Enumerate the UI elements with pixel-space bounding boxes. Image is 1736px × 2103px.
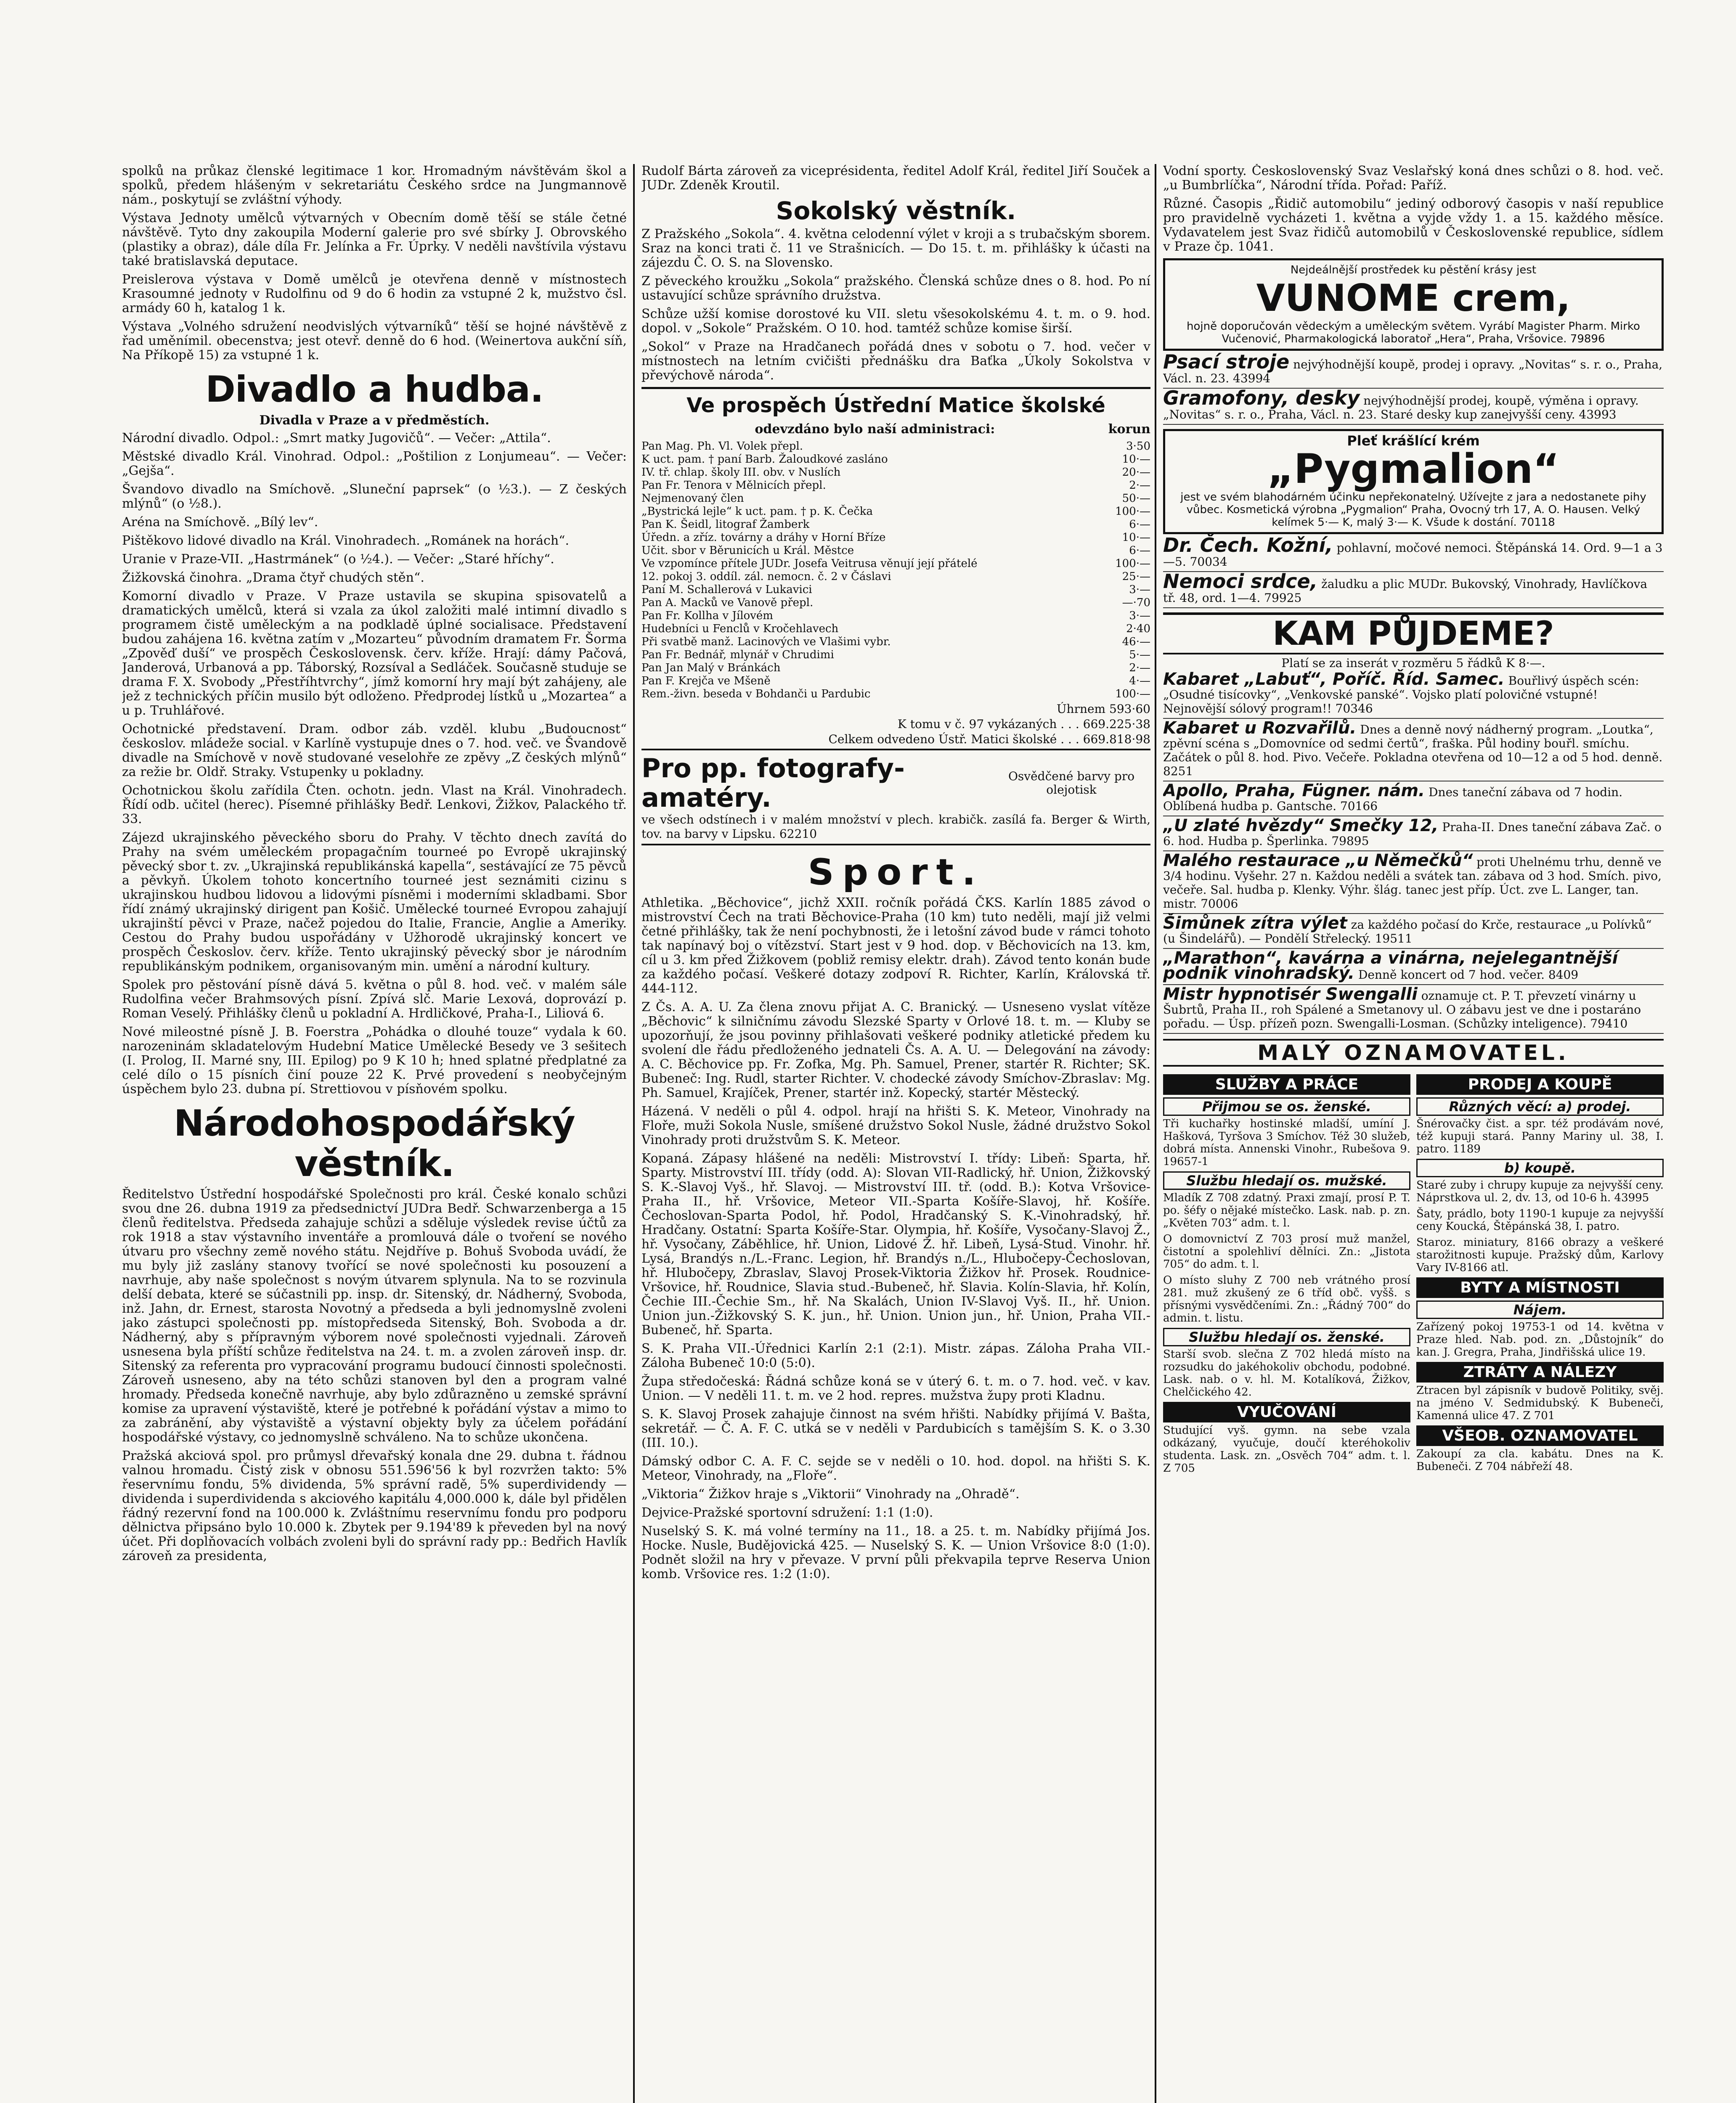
donation-row [641, 479, 1150, 492]
article-paragraph: Spolek pro pěstování písně dává 5. května o půl 8. hod. več. v malém sále Rudolfina večer Brahmsových písní. Zpívá slč. Marie Lexová, doprovází p. Roman Veselý. Přihlášky členů u pokladní A. Hrdličkové, Praha-I., Liliová 6. [122, 977, 627, 1021]
category-byty: BYTY A MÍSTNOSTI [1416, 1277, 1664, 1298]
classifieds-left [1163, 1072, 1410, 1478]
category-hledaji-zenske: Službu hledají os. ženské. [1163, 1328, 1410, 1346]
sport-paragraph: Župa středočeská: Řádná schůze koná se v úterý 6. t. m. o 7. hod. več. v kav. Union. — V neděli 11. t. m. ve 2 hod. repres. mužstva župy proti Kladnu. [641, 1374, 1150, 1403]
theatre-listing: Pištěkovo lidové divadlo na Král. Vinohradech. „Románek na horách“. [122, 533, 570, 548]
article-paragraph: Nové mileostné písně J. B. Foerstra „Pohádka o dlouhé touze“ vydala k 60. narozeninám skladatelovým Hudební Matice Umělecké Besedy ve 3 sešitech (I. Prolog, II. Marné sny, III. Epilog) po 9 K 10 h; hned splatné předplatné za celé dílo o 15 písních činí pouze 22 K. Prvé provedení s neobyčejným úspěchem bylo 23. dubna pí. Strettiovou v písňovém spolku. [122, 1025, 627, 1097]
donation-amount: 100·— [1115, 505, 1150, 518]
sport-paragraph: S. K. Slavoj Prosek zahajuje činnost na svém hřišti. Nabídky přijímá V. Bašta, sekretář. — Č. A. F. C. utká se v neděli v Pardubicích s tamějším S. K. o 3.30 (III. 10.). [641, 1407, 1150, 1450]
donor-name: Ve vzpomínce přítele JUDr. Josefa Veitrusa věnují její přátelé [641, 557, 978, 570]
donor-name: Při svatbě manž. Lacinových ve Vlašimi vybr. [641, 636, 891, 648]
donation-row [641, 570, 1150, 583]
article-paragraph: „Sokol“ v Praze na Hradčanech pořádá dnes v sobotu o 7. hod. večer v místnostech na letním cvičišti přednášku dra Baťka „Úkoly Sokolstva v převýchově národa“. [641, 339, 1150, 383]
donation-amount: 2·— [1129, 662, 1150, 674]
entertainment-ad-lead: Mistr hypnotisér Swengalli [1163, 985, 1418, 1004]
kam-ads-list [1163, 670, 1664, 1034]
entertainment-ad-text: oznamuje ct. P. T. převzetí vinárny u Šubrtů, Praha II., roh Spálené a Smetanovy ul. O zábavu jest ve dne i postaráno pořadu. — Úsp. přízeň pozn. Swengalli-Losman. (Schůzky inteligence). 79410 [1163, 989, 1641, 1030]
pygmalion-ad-top: Pleť krášlící krém [1347, 433, 1480, 449]
donation-amount: 3·— [1129, 583, 1150, 596]
entertainment-ad-text: Praha-II. Dnes taneční zábava Zač. o 6. hod. Hudba p. Šperlinka. 79895 [1163, 820, 1662, 848]
donation-amount: 3·— [1129, 609, 1150, 622]
donation-amount: 4·— [1129, 675, 1150, 687]
donation-amount: 25·— [1122, 570, 1150, 583]
subtitle-text: odevzdáno bylo naší administraci: [755, 422, 995, 437]
donation-row [641, 557, 1150, 570]
category-hledaji-muzske: Službu hledají os. mužské. [1163, 1171, 1410, 1190]
donation-row [641, 583, 1150, 596]
previous-label: K tomu v č. 97 vykázaných [897, 717, 1057, 731]
donation-amount: 2·40 [1126, 622, 1150, 635]
article-paragraph: Různé. Časopis „Řidič automobilu“ jediný odborový časopis v naší republice pro pravidelně vycházeti 1. května a vyjde vždy 1. a 15. každého měsíce. Vydavatelem jest Svaz řidičů automobilů v Československé republice, sídlem v Praze čp. 1041. [1163, 196, 1664, 254]
donor-name: Pan Fr. Tenora v Mělnicích přepl. [641, 479, 826, 492]
foto-ad-side: Osvědčené barvy pro olejotisk [1008, 769, 1135, 797]
article-paragraph: Výstava „Volného sdružení neodvislých výtvarníků“ těší se hojné návštěvě z řad uměnímil. obecenstva; jest otevř. denně do 6 hod. (Weinertova aukční síň, Na Příkopě 15) za vstupné 1 k. [122, 319, 627, 363]
donor-name: Pan Fr. Bednář, mlynář v Chrudimi [641, 649, 834, 661]
kam-pujdeme-heading: KAM PŮJDEME? [1163, 612, 1664, 654]
donor-name: Hudebníci u Fenclů v Kročehlavech [641, 622, 839, 635]
column-rule [1155, 164, 1156, 2103]
grand-total-label: Celkem odvedeno Ústř. Matici školské [828, 732, 1057, 746]
donor-name: „Bystrická lejle“ k uct. pam. † p. K. Čečka [641, 505, 873, 518]
article-paragraph: Schůze užší komise dorostové ku VII. sletu všesokolskému 4. t. m. o 9. hod. dopol. v „Sokole“ Pražském. O 10. hod. tamtéž schůze komise širší. [641, 307, 1150, 336]
entertainment-ad [1163, 781, 1664, 816]
category-ruzne: Různých věcí: a) prodej. [1416, 1097, 1664, 1116]
vunome-ad-text: hojně doporučován vědeckým a uměleckým světem. Vyrábí Magister Pharm. Mirko Vučenović, Pharmakologická laboratoř „Hera“, Praha, Vršovice. 79896 [1187, 320, 1640, 345]
classified-ad: Ztracen byl zápisník v budově Politiky, svěj. na jméno V. Sedmidubský. K Bubeneči, Kamenná ulice 47. Z 701 [1416, 1384, 1664, 1422]
article-paragraph: Výstava Jednoty umělců výtvarných v Obecním domě těší se stále četné návštěvě. Tyto dny zakoupila Moderní galerie pro své sbírky J. Obrovského (plastiky a obraz), dále díla Fr. Jelínka a Fr. Úprky. V neděli navštívila výstavu také bratislavská deputace. [122, 211, 627, 268]
pygmalion-ad-title: „Pygmalion“ [1267, 445, 1560, 493]
donation-row [641, 453, 1150, 466]
section-title-sport: Sport. [808, 851, 984, 893]
article-paragraph: Ředitelstvo Ústřední hospodářské Společnosti pro král. České konalo schůzi svou dne 26. dubna 1919 za předsednictví JUDra Bedř. Schwarzenberga a 15 členů ředitelstva. Předseda zahajuje schůzi a sděluje výsledek revise účtů za rok 1918 a stav výstavního inventáře a promlouvá dále o tvoření se nového útvaru pro všechny země nového státu. Nejdříve p. Bohuš Svoboda uvádí, že mu byly již zaslány stanovy tvořící se nové společnosti ku posouzení a navrhuje, aby naše společnost s novým útvarem splynula. Na to se rozvinula delší debata, které se súčastnili pp. insp. dr. Sitenský, dr. Nádherný, Svoboda, inž. Jahn, dr. Ernest, starosta Novotný a předseda a byli jednomyslně zvoleni jako zástupci společnosti pp. místopředseda Sitenský, Boh. Svoboda a dr. Nádherný, aby s přípravným výborem nové společnosti vyjednali. Zároveň usnesena byla příští schůze ředitelstva na 24. t. m. a zvolen zároveň insp. dr. Sitenský za referenta pro vypracování programu budoucí činnosti společnosti. Zároveň usneseno, aby na této schůzi stanoven byl den a program valné hromady. Předseda konečně navrhuje, aby bylo zdůrazněno u zemské správní komise za upravení výstaviště, které je potřebné k pořádání výstav a mimo to za zabránění, aby výstaviště a výstavní objekty byly za účelem pořádání hospodářské výstavy, co jednomyslně schváleno. Na to schůze ukončena. [122, 1187, 627, 1445]
category-prodej: PRODEJ A KOUPĚ [1416, 1074, 1664, 1095]
sport-paragraph: S. K. Praha VII.-Úřednici Karlín 2:1 (2:1). Mistr. zápas. Záloha Praha VII.-Záloha Bubeneč 10:0 (5:0). [641, 1341, 1150, 1370]
unit-label: korun [1108, 422, 1150, 437]
classified-ad: Šnérovačky čist. a spr. též prodávám nové, též kupuji stará. Panny Mariny ul. 38, I. patro. 1189 [1416, 1118, 1664, 1155]
entertainment-ad-lead: „U zlaté hvězdy“ Smečky 12, [1163, 816, 1439, 835]
theatre-listing: Uranie v Praze-VII. „Hastrmánek“ (o ½4.). — Večer: „Staré hříchy“. [122, 552, 554, 567]
foto-ad-title: Pro pp. fotografy-amatéry. [641, 753, 905, 813]
donation-amount: 20·— [1122, 466, 1150, 479]
entertainment-ad-text: Dnes a denně nový nádherný program. „Loutka“, zpěvní scéna s „Domovníce od sedmi čertů“, fraška. Půl hodiny bouřl. smíchu. Začátek o půl 8. hod. Pivo. Večeře. Pokladna otevřena od 10—12 a od 5 hod. denně. 8251 [1163, 723, 1663, 778]
vunome-ad-top: Nejdeálnější prostředek ku pěstění krásy jest [1290, 264, 1537, 276]
small-ad-lead: Dr. Čech. Kožní, [1163, 534, 1333, 556]
classified-ad: Šaty, prádlo, boty 1190-1 kupuje za nejvyšší ceny Koucká, Štěpánská 38, I. patro. [1416, 1208, 1664, 1233]
theatre-listing: Aréna na Smíchově. „Bílý lev“. [122, 515, 318, 530]
classified-ad: Starší svob. slečna Z 702 hledá místo na rozsudku do jakéhokoliv obchodu, podobné. Lask. nab. o v. hl. M. Kotalíková, Žižkov, Chelčického 42. [1163, 1348, 1410, 1398]
previous-value: 669.225·38 [1083, 717, 1150, 731]
section-title-matice: Ve prospěch Ústřední Matice školské [641, 387, 1150, 419]
section-subtitle: Divadla v Praze a v předměstích. [259, 413, 490, 428]
category-vseob: VŠEOB. OZNAMOVATEL [1416, 1425, 1664, 1446]
donation-amount: 50·— [1122, 492, 1150, 505]
classified-ad: Studující vyš. gymn. na sebe vzala odkázaný, vyučuje, doučí kteréhokoliv studenta. Lask. zn. „Osvěch 704“ adm. t. l. Z 705 [1163, 1424, 1410, 1475]
category-najem: Nájem. [1416, 1300, 1664, 1319]
entertainment-ad-lead: Šimůnek zítra výlet [1163, 914, 1347, 933]
small-ad [1163, 350, 1664, 389]
donation-row [641, 688, 1150, 701]
donation-row [641, 596, 1150, 609]
classified-ad: Zakoupí za cla. kabátu. Dnes na K. Bubeneči. Z 704 nábřeží 48. [1416, 1448, 1664, 1473]
donation-row [641, 675, 1150, 688]
sport-paragraph: Házená. V neděli o půl 4. odpol. hrají na hřišti S. K. Meteor, Vinohrady na Floře, muži Sokola Nusle, smíšené družstvo Sokol Nusle, žádné družstvo Sokol Vinohrady proti družstvům S. K. Meteor. [641, 1104, 1150, 1147]
column-middle [641, 164, 1150, 2103]
article-paragraph: Zájezd ukrajinského pěveckého sboru do Prahy. V těchto dnech zavítá do Prahy na svém uměleckém propagačním tourneé po Evropě ukrajinský pěvecký sbor t. zv. „Ukrajinská republikánská kapella“, sestávající ze 75 pěvců a pěvkyň. Úkolem tohoto koncertního tourneé jest seznámiti cizinu s ukrajinskou hudbou lidovou a lidovými písněmi i moderními skladbami. Sbor řídí známý ukrajinský dirigent pan Košič. Umělecké tourneé Evropou zahajují ukrajinští pěvci v Praze, načež pojedou do Italie, Francie, Anglie a Ameriky. Cestou do Prahy budou uspořádány v Užhorodě ukrajinský koncert ve prospěch Českoslov. červ. kříže. Tento ukrajinský pěvecký sbor je národním republikánským podnikem, organisovaným min. umění a národní kultury. [122, 830, 627, 974]
classified-ad: Zařízený pokoj 19753-1 od 14. května v Praze hled. Nab. pod. zn. „Důstojník“ do kan. J. Gregra, Praha, Jindřišská ulice 19. [1416, 1321, 1664, 1359]
sport-paragraph: Kopaná. Zápasy hlášené na neděli: Mistrovství I. třídy: Libeň: Sparta, hř. Sparty. Mistrovství III. třídy (odd. A): Slovan VII-Radlický, hř. Union, Žižkovský S. K.-Slavoj Vyš., hř. Slavoj. — Mistrovství III. tř. (odd. B.): Kotva Vršovice-Praha II., hř. Vršovice, Meteor VII.-Sparta Košíře-Slavoj, hř. Košíře. Čechoslovan-Sparta Podol, hř. Podol, Hradčanský S. K.-Vinohradský, hř. Hradčany. Ostatní: Sparta Košíře-Star. Olympia, hř. Košíře, Vysočany-Slavoj Ž., hř. Vysočany, Záběhlice, hř. Union, Lidové Ž. hř. Libeň, Lysá-Stud. Vinohr. hř. Lysá, Brandýs n./L.-Franc. Legion, hř. Brandýs n./L., Hlubočepy-Čechoslovan, hř. Hlubočepy, Zbraslav, Slavoj Prosek-Viktoria Žižkov hř. Prosek. Roudnice-Vršovice, hř. Roudnice, Slavia stud.-Bubeneč, hř. Slavia. Kolín-Slavia, hř. Kolín, Čechie III.-Čechie Sm., hř. Na Skalách, Union IV-Slavoj Vyš. II., hř. Union. Union jun.-Žižkovský S. K. jun., hř. Union. Union jun., hř. Union, Praha VII.-Bubeneč, hř. Sparta. [641, 1151, 1150, 1338]
sport-paragraph: Dámský odbor C. A. F. C. sejde se v neděli o 10. hod. dopol. na hřišti S. K. Meteor, Vinohrady, na „Floře“. [641, 1454, 1150, 1483]
section-title-sokol: Sokolský věstník. [776, 196, 1016, 225]
article-paragraph: Rudolf Bárta zároveň za viceprésidenta, ředitel Adolf Král, ředitel Jiří Souček a JUDr. Zdeněk Kroutil. [641, 164, 1150, 193]
classifieds-right [1416, 1072, 1664, 1478]
donor-name: Pan Jan Malý v Bránkách [641, 662, 781, 674]
donation-row [641, 636, 1150, 649]
entertainment-ad-lead: Kabaret u Rozvařilů. [1163, 718, 1357, 738]
sport-paragraph: Nuselský S. K. má volné termíny na 11., 18. a 25. t. m. Nabídky přijímá Jos. Hocke. Nusle, Budějovická 425. — Nuselský S. K. — Union Vršovice 8:0 (1:0). Podnět složil na hry v převaze. V první půli překvapila teprve Reserva Union komb. Vršovice res. 1:2 (1:0). [641, 1524, 1150, 1581]
theatre-listing: Městské divadlo Král. Vinohrad. Odpol.: „Poštilion z Lonjumeau“. — Večer: „Gejša“. [122, 449, 627, 478]
category-vyucovani: VYUČOVÁNÍ [1163, 1402, 1410, 1422]
small-ad-text: žaludku a plic MUDr. Bukovský, Vinohrady, Havlíčkova tř. 48, ord. 1—4. 79925 [1163, 577, 1648, 605]
small-ad-lead: Gramofony, desky [1163, 387, 1360, 409]
donor-name: Nejmenovaný člen [641, 492, 744, 505]
classified-ad: O místo sluhy Z 700 neb vrátného prosí 281. muž zkušený ze 6 tříd obč. vyšš. s přísnými vysvědčeními. Zn.: „Řádný 700“ do admin. t. listu. [1163, 1274, 1410, 1324]
sport-paragraph: Dejvice-Pražské sportovní sdružení: 1:1 (1:0). [641, 1505, 933, 1520]
small-ad [1163, 570, 1664, 608]
sport-paragraph: Athletika. „Běchovice“, jichž XXII. ročník pořádá ČKS. Karlín 1885 závod o mistrovství Čech na trati Běchovice-Praha (10 km) tuto neděli, mají již velmi četné přihlášky, tak že není pochybnosti, že i letošní závod bude v rámci tohoto tak napínavý boj o vítězství. Start jest v 9 hod. dop. v Běchovicích na 13. km, cíl u 3. km před Žižkovem (pobliž remisy elektr. drah). Závod tento konán bude za každého počasí. Veškeré dotazy zodpoví R. Richter, Karlín, Královská tř. 444-112. [641, 895, 1150, 996]
donation-amount: 46·— [1122, 636, 1150, 648]
donation-row [641, 662, 1150, 675]
sport-paragraph: „Viktoria“ Žižkov hraje s „Viktorii“ Vinohrady na „Ohradě“. [641, 1487, 1020, 1502]
article-paragraph: Ochotnickou školu zařídila Čten. ochotn. jedn. Vlast na Král. Vinohradech. Řídí odb. učitel (herec). Písemné přihlášky Bedř. Lenkovi, Žižkov, Palackého tř. 33. [122, 783, 627, 826]
category-prijmu: Přijmou se os. ženské. [1163, 1097, 1410, 1116]
theatre-listing: Švandovo divadlo na Smíchově. „Sluneční paprsek“ (o ½3.). — Z českých mlýnů“ (o ½8.). [122, 482, 627, 511]
kam-pujdeme-sub: Platí se za inserát v rozměru 5 řádků K 8·—. [1281, 656, 1545, 670]
donation-row [641, 466, 1150, 479]
donor-name: Pan A. Macků ve Vanově přepl. [641, 596, 814, 609]
pygmalion-ad [1163, 429, 1664, 534]
small-ad-text: pohlavní, močové nemoci. Štěpánská 14. Ord. 9—1 a 3—5. 70034 [1163, 541, 1663, 569]
donation-amount: 3·50 [1126, 440, 1150, 453]
article-paragraph: Z Pražského „Sokola“. 4. května celodenní výlet v kroji a s trubačským sborem. Sraz na konci trati č. 11 ve Strašnicích. — Do 15. t. m. přihlášky k účasti na zájezdu Č. O. S. na Slovensko. [641, 227, 1150, 270]
total-value: 593·60 [1109, 702, 1150, 716]
grand-total-value: 669.818·98 [1083, 732, 1150, 746]
donor-name: K uct. pam. † paní Barb. Žaloudkové zasláno [641, 453, 888, 466]
column-right [1163, 164, 1664, 2103]
donation-amount: —·70 [1122, 596, 1150, 609]
donation-amount: 6·— [1129, 544, 1150, 557]
foto-ad-text: ve všech odstínech i v malém množství v plech. krabičk. zasílá fa. Berger & Wirth, tov. na barvy v Lipsku. 62210 [641, 813, 1150, 845]
donor-name: Učit. sbor v Běrunicích u Král. Městce [641, 544, 854, 557]
entertainment-ad [1163, 851, 1664, 914]
donor-name: Rem.-živn. beseda v Bohdanči u Pardubic [641, 688, 871, 700]
donation-amount: 100·— [1115, 688, 1150, 700]
article-paragraph: Preislerova výstava v Domě umělců je otevřena denně v místnostech Krasoumné jednoty v Rudolfinu od 9 do 6 hodin za vstupné 2 k, mužstvo čsl. armády 60 h, katalog 1 k. [122, 272, 627, 315]
category-ztraty: ZTRÁTY A NÁLEZY [1416, 1362, 1664, 1383]
vunome-ad [1163, 258, 1664, 351]
previous-row: K tomu v č. 97 vykázaných . . . 669.225·38 [897, 717, 1150, 731]
entertainment-ad-lead: Malého restaurace „u Němečků“ [1163, 851, 1473, 870]
donation-amount: 2·— [1129, 479, 1150, 492]
small-ad-text: nejvýhodnější koupě, prodej i opravy. „Novitas“ s. r. o., Praha, Václ. n. 23. 43994 [1163, 358, 1663, 385]
donor-name: IV. tř. chlap. školy III. obv. v Nuslích [641, 466, 841, 479]
donation-amount: 100·— [1115, 557, 1150, 570]
entertainment-ad-text: Denně koncert od 7 hod. večer. 8409 [1358, 968, 1579, 982]
classifieds-grid [1163, 1072, 1664, 1478]
entertainment-ad [1163, 948, 1664, 985]
section-title-narodohospodarsky: Národohospodářský věstník. [174, 1102, 575, 1185]
vunome-ad-title: VUNOME crem, [1256, 276, 1571, 320]
donation-amount: 6·— [1129, 518, 1150, 531]
total-label: Úhrnem [1056, 702, 1106, 716]
donation-row [641, 649, 1150, 662]
small-ad-text: nejvýhodnější prodej, koupě, výměna i opravy. „Novitas“ s. r. o., Praha, Václ. n. 23. Staré desky kup zanejvyšší ceny. 43993 [1163, 394, 1639, 421]
entertainment-ad-text: za každého počasí do Krče, restaurace „u Polívků“ (u Šindelářů). — Pondělí Střelecký. 19511 [1163, 918, 1652, 946]
small-ad [1163, 534, 1664, 572]
entertainment-ad-text: Bouřlivý úspěch scén: „Osudné tisícovky“, „Venkovské panské“. Vojsko platí polovičné vstupné! Nejnovější sólový program!! 70346 [1163, 674, 1639, 715]
donation-table [641, 440, 1150, 701]
donation-row [641, 622, 1150, 636]
small-ad-lead: Nemoci srdce, [1163, 570, 1318, 593]
donation-row [641, 440, 1150, 453]
donation-row [641, 505, 1150, 518]
article-paragraph: spolků na průkaz členské legitimace 1 kor. Hromadným návštěvám škol a spolků, předem hlášeným v sekretariátu Českého srdce na Jungmannově nám., poskytují se zvláštní výhody. [122, 164, 627, 207]
article-paragraph: Pražská akciová spol. pro průmysl dřevařský konala dne 29. dubna t. řádnou valnou hromadu. Čistý zisk v obnosu 551.596'56 k byl rozvržen takto: 5% řeservnímu fondu, 5% dividenda, 5% správní radě, 5% superdividendy — dividenda i superdividenda s akciového kapitálu 4,000.000 k, dále byl přidělen řádný rezervní fond na 100.000 k. Zvláštnímu reservnímu fondu pro podporu dělnictva připsáno bylo 10.000 k. Zbytek per 9.194'89 k převeden byl na nový účet. Při doplňovacích volbách zvoleni byli do správní rady pp.: Bedřich Havlík zároveň za presidenta, [122, 1449, 627, 1563]
entertainment-ad [1163, 718, 1664, 781]
grand-total-row: Celkem odvedeno Ústř. Matici školské . . . 669.818·98 [641, 733, 1150, 750]
donation-row [641, 492, 1150, 505]
entertainment-ad-lead: Kabaret „Labuť“, Poříč. Říd. Samec. [1163, 670, 1505, 689]
article-paragraph: Z pěveckého kroužku „Sokola“ pražského. Členská schůze dnes o 8. hod. Po ní ustavující schůze správního družstva. [641, 274, 1150, 303]
donor-name: Pan Fr. Kollha v Jílovém [641, 609, 773, 622]
donation-amount: 10·— [1122, 531, 1150, 544]
article-paragraph: Vodní sporty. Československý Svaz Veslařský koná dnes schůzi o 8. hod. več. „u Bumbrlíčka“, Národní třída. Pořad: Paříž. [1163, 164, 1664, 193]
category-koupe: b) koupě. [1416, 1159, 1664, 1177]
donor-name: Pan Mag. Ph. Vl. Volek přepl. [641, 440, 803, 453]
classified-ad: Tři kuchařky hostinské mladší, umíní J. Hašková, Tyršova 3 Smíchov. Též 30 služeb, dobrá místa. Annenski Vinohr., Rubešova 9. 19657-1 [1163, 1118, 1410, 1168]
foto-ad [641, 754, 1150, 813]
theatre-listing: Žižkovská činohra. „Drama čtyř chudých stěn“. [122, 570, 424, 585]
donation-row [641, 531, 1150, 544]
small-ad-lead: Psací stroje [1163, 350, 1290, 373]
donation-row [641, 544, 1150, 557]
classified-ad: Staroz. miniatury, 8166 obrazy a veškeré starožitnosti kupuje. Pražský dům, Karlovy Vary IV-8166 atl. [1416, 1236, 1664, 1274]
article-paragraph: Komorní divadlo v Praze. V Praze ustavila se skupina spisovatelů a dramatických umělců, která si vzala za úkol založiti malé intimní divadlo s programem čistě uměleckým a na podkladě úplné socialisace. Představení budou zahájena 16. května zatím v „Mozarteu“ původním dramatem Fr. Šorma „Zpověď duší“ ve prospěch Československ. červ. kříže. Hrají: dámy Pačová, Janderová, Urbanová a pp. Táborský, Rozsíval a Sedláček. Současně studuje se drama F. X. Svobody „Přestříhtvrchy“, jímž komorní hry mají být zahájeny, ale jež z technických příčin musilo být odloženo. Předprodej lístků u „Mozartea“ a u p. Truhlářové. [122, 589, 627, 718]
entertainment-ad [1163, 816, 1664, 851]
small-ad [1163, 387, 1664, 425]
entertainment-ad [1163, 670, 1664, 719]
classified-ad: Staré zuby i chrupy kupuje za nejvyšší ceny. Náprstkova ul. 2, dv. 13, od 10-6 h. 43995 [1416, 1179, 1664, 1204]
pygmalion-ad-text: jest ve svém blahodárném účinku nepřekonatelný. Užívejte z jara a nedostanete pihy vůbec. Kosmetická výrobna „Pygmalion“ Praha, Ovocný trh 17, A. O. Hausen. Velký kelímek 5·— K, malý 3·— K. Všude k dostání. 70118 [1180, 491, 1646, 529]
donor-name: Úředn. a zříz. továrny a dráhy v Horní Bříze [641, 531, 886, 544]
section-title-divadlo: Divadlo a hudba. [205, 368, 543, 411]
maly-oznamovatel-heading: MALÝ OZNAMOVATEL. [1163, 1039, 1664, 1067]
column-left [122, 164, 627, 2103]
donation-row [641, 518, 1150, 531]
column-rule [633, 164, 635, 2103]
article-paragraph: Ochotnické představení. Dram. odbor záb. vzděl. klubu „Budoucnost“ českoslov. mládeže social. v Karlíně vystupuje dnes o 7. hod. več. ve Švandově divadle na Smíchově v nově studované veselohře ze zpěvy „Z českých mlýnů“ za režie br. Oldř. Straky. Vstupenky u pokladny. [122, 722, 627, 779]
classified-ad: Mladík Z 708 zdatný. Praxi zmají, prosí P. T. po. šéfy o nějaké místečko. Lask. nab. p. zn. „Květen 703“ adm. t. l. [1163, 1192, 1410, 1229]
entertainment-ad-lead: „Marathon“, kavárna a vinárna, nejelegantnější podnik vinohradský. [1163, 948, 1618, 983]
entertainment-ad-lead: Apollo, Praha, Fügner. nám. [1163, 781, 1425, 800]
entertainment-ad [1163, 985, 1664, 1034]
theatre-listing: Národní divadlo. Odpol.: „Smrt matky Jugovičů“. — Večer: „Attila“. [122, 431, 551, 445]
entertainment-ad-text: Dnes taneční zábava od 7 hodin. Oblíbená hudba p. Gantsche. 70166 [1163, 785, 1623, 813]
entertainment-ad-text: proti Uhelnému trhu, denně ve 3/4 hodinu. Vyšehr. 27 n. Každou neděli a svátek tan. zábava od 3 hod. Smích. pivo, večeře. Sal. hudba p. Klenky. Výhr. šlág. tanec jest příp. Úct. zve L. Langer, tan. mistr. 70006 [1163, 855, 1662, 911]
donor-name: Pan F. Krejča ve Mšeně [641, 675, 771, 687]
section-subtitle [641, 422, 1150, 437]
donation-amount: 5·— [1129, 649, 1150, 661]
donor-name: Paní M. Schallerová v Lukavici [641, 583, 812, 596]
classified-ad: O domovnictví Z 703 prosí muž manžel, čistotní a spolehliví dělníci. Zn.: „Jistota 705“ do adm. t. l. [1163, 1233, 1410, 1271]
total-row [641, 702, 1150, 716]
donor-name: Pan K. Šeidl, litograf Žamberk [641, 518, 810, 531]
donor-name: 12. pokoj 3. oddíl. zál. nemocn. č. 2 v Čáslavi [641, 570, 891, 583]
sport-paragraph: Z Čs. A. A. U. Za člena znovu přijat A. C. Branický. — Usneseno vyslat vítěze „Běchovic“ k silničnímu závodu Slezské Sparty v Orlové 18. t. m. — Kluby se upozorňují, že jsou povinny přihlašovati veškeré podniky atletické předem ku svolení dle řádu předloženého jednateli Čs. A. A. U. — Delegování na závody: A. C. Běchovice pp. Fr. Zofka, Mg. Ph. Samuel, Prener, startér R. Richter; SK. Bubeneč: Ing. Rudl, starter Richter. V. chodecké závody Smíchov-Zbraslav: Mg. Ph. Samuel, Krajíček, Prener, startér inž. Kopecký, startér Městecký. [641, 1000, 1150, 1100]
donation-amount: 10·— [1122, 453, 1150, 466]
entertainment-ad [1163, 916, 1664, 949]
category-sluzby: SLUŽBY A PRÁCE [1163, 1074, 1410, 1095]
donation-row [641, 609, 1150, 622]
